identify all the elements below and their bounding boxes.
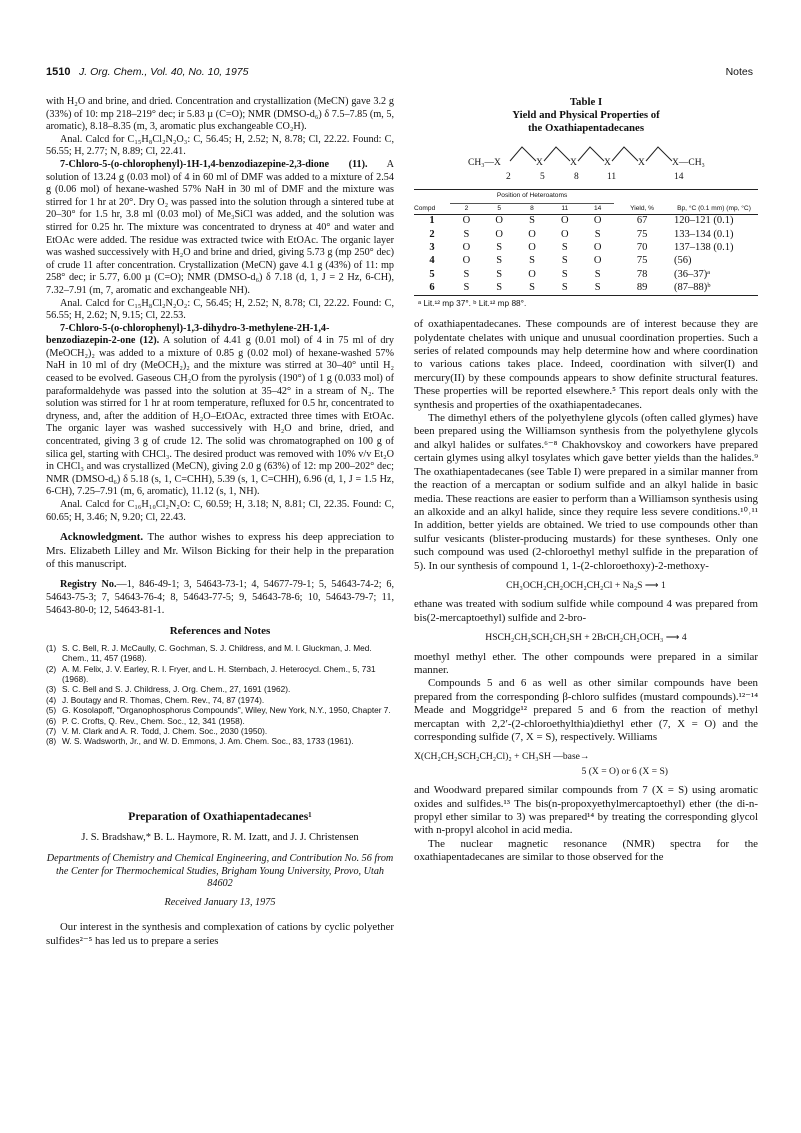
paragraph: with H₂O and brine, and dried. Concentration and crystallization (MeCN) gave 3.2 g (33%) of 10: mp 218–219° dec; ir 5.83 µ (C=O); NMR (DMSO-d₆) δ 7.5–7.85 (m, 5, aromatic), 8.18–8.35 (m, 3, aromatic plus exchangeable CO₂H). — [46, 96, 394, 133]
paragraph: 7-Chloro-5-(o-chlorophenyl)-1,3-dihydro-3-methylene-2H-1,4-benzodiazepin-2-one (12). A solution of 4.41 g (0.01 mol) of 4 in 75 ml of dry (MeOCH₂)₂ was added to a mixture of 0.85 g (0.02 mol) of hexane-washed 57% NaH in 10 ml of dry (MeOCH₂)₂ and the mixture was stirred at 30–40° until H₂ ceased to be evolved. Gaseous CH₂O from the pyrolysis (190°) of 1 g (0.033 mol) of paraformaldehyde was passed into the solution at 35–42° in a stream of N₂. The solution was stirred for 1 hr at room temperature, refluxed for 0.5 hr, concentrated to dryness, and, after the addition of H₂O–EtOAc, extracted three times with EtOAc. The organic layer was washed successively with H₂O and brine, dried, and concentrated, giving 3 g of crude 12. The solid was chromatographed on 100 g of silica gel, starting with CHCl₃. The desired product was removed with 10% v/v Et₂O in CHCl₃ and was crystallized (MeCN), giving 2.0 g (63%) of 12: mp 200–202° dec; NMR (DMSO-d₆) δ 5.18 (s, 1, C=CHH), 5.39 (s, 1, C=CHH), 6.96 (d, 1, J = 1.5 Hz, 6-CH), 7.25–7.91 (m, 6, aromatic), 11.12 (s, 1, NH). — [46, 322, 394, 498]
article-title: Preparation of Oxathiapentadecanes¹ — [128, 810, 312, 823]
reference-text: W. S. Wadsworth, Jr., and W. D. Emmons, J. Am. Chem. Soc., 83, 1733 (1961). — [62, 736, 354, 747]
position-label: 11 — [607, 172, 617, 182]
equation: CH₃OCH₂CH₂OCH₂CH₂Cl + Na₂S ⟶ 1 — [506, 579, 666, 591]
reference-number: (2) — [46, 663, 57, 674]
table-cell: 2 — [429, 228, 435, 240]
table-cell: S — [463, 228, 470, 240]
table-cell: 75 — [636, 228, 648, 240]
table-cell: S — [561, 242, 568, 254]
compound-heading: 7-Chloro-5-(o-chlorophenyl)-1H-1,4-benzodiazepine-2,3-dione (11). — [60, 158, 368, 170]
structure-left-end: CH₃—X — [468, 158, 501, 168]
table-cell: O — [462, 215, 471, 227]
col-bp: Bp, °C (0.1 mm) (mp, °C) — [670, 203, 758, 214]
table-cell: 1 — [429, 215, 435, 227]
table-cell: O — [528, 268, 536, 280]
table-cell: O — [593, 242, 602, 254]
table-row — [414, 228, 758, 241]
col-yield: Yield, % — [614, 203, 670, 214]
table-cell: S — [594, 268, 601, 280]
table-cell: 70 — [636, 242, 648, 254]
group-header: Position of Heteroatoms — [450, 190, 614, 204]
reference-number: (1) — [46, 642, 57, 653]
paragraph: The nuclear magnetic resonance (NMR) spectra for the oxathiapentadecanes are similar to those observed for the — [414, 837, 758, 864]
reference-text: A. M. Felix, J. V. Earley, R. I. Fryer, and L. H. Sternbach, J. Heterocycl. Chem., 5, 731 (1968). — [62, 663, 376, 684]
reference-item — [46, 716, 394, 726]
position-label: 5 — [540, 172, 545, 182]
table-cell: S — [594, 228, 601, 240]
reference-number: (5) — [46, 705, 57, 716]
table-cell: 120–121 (0.1) — [674, 215, 734, 227]
paragraph: 7-Chloro-5-(o-chlorophenyl)-1H-1,4-benzodiazepine-2,3-dione (11). A solution of 13.24 g (0.03 mol) of 4 in 60 ml of DMF was added to a mixture of 2.54 g (0.06 mol) of hexane-washed 57% NaH in 30 ml of DMF and the mixture was stirred for 1 hr at 20°. Dry O₂ was passed into the solution through a sintered tube at 20–30° for 1.5 hr, 3.8 ml (0.03 mol) of Me₃SiCl was added, and the solution was stirred for 0.25 hr. The mixture was concentrated to dryness at 40° and water and EtOAc were added. The residue was extracted twice with EtOAc. The organic layer was washed successively with H₂O and brine and dried, giving 5.73 g (mp 250° dec) of crude 11 after concentration. Crystallization (MeCN) gave 4.1 g (43%) of 11: mp 258° dec; ir 5.77, 6.00 µ (C=O); NMR (DMSO-d₆) δ 7.18 (d, 1, J = 2 Hz, 6-CH), 7.32–7.91 (m, 7, aromatic and exchangeable NH). — [46, 158, 394, 296]
right-body — [414, 318, 758, 864]
received-date: Received January 13, 1975 — [164, 896, 276, 908]
table-cell: 75 — [636, 255, 648, 267]
position-label: 2 — [506, 172, 511, 182]
table-caption: Table I Yield and Physical Properties of the Oxathiapentadecanes — [512, 96, 660, 134]
structure-x: X — [536, 158, 543, 168]
paragraph: Anal. Calcd for C₁₅H₈Cl₂N₂O₂: C, 56.45; H, 2.52; N, 8.78; Cl, 22.22. Found: C, 56.55; H, 2.62; N, 9.15; Cl, 22.53. — [46, 297, 394, 322]
table-cell: S — [463, 268, 470, 280]
paragraph: Compounds 5 and 6 as well as other similar compounds have been prepared from the corresponding β-chloro sulfides (mustard compounds).¹²⁻¹⁴ Meade and Moggridge¹² prepared 5 and 6 from the reaction of methyl mercaptan with 2,2′-(2-chloroethylthia)diethyl ether (7, X = O) and the corresponding sulfide (7, X = S), respectively. Williams — [414, 677, 758, 744]
table-cell: S — [516, 282, 549, 296]
reference-text: J. Boutagy and R. Thomas, Chem. Rev., 74, 87 (1974). — [62, 694, 265, 705]
table-cell: S — [496, 255, 503, 267]
table-cell: O — [560, 215, 569, 227]
structure-right-end: X—CH₃ — [672, 158, 705, 168]
reference-number: (3) — [46, 684, 57, 695]
reference-text: V. M. Clark and A. R. Todd, J. Chem. Soc., 2030 (1950). — [62, 726, 268, 737]
affiliation: Departments of Chemistry and Chemical Engineering, and Contribution No. 56 from the Center for Thermochemical Studies, Brigham Young University, Provo, Utah 84602 — [46, 853, 394, 890]
page-number: 1510 — [46, 66, 71, 78]
reference-number: (4) — [46, 694, 57, 705]
reference-item — [46, 664, 394, 685]
table-cell: (36–37)ᵃ — [674, 268, 711, 280]
reference-text: S. C. Bell, R. J. McCaully, C. Gochman, S. J. Childress, and M. I. Gluckman, J. Med. Chem., 11, 457 (1968). — [62, 642, 372, 664]
table-cell: 137–138 (0.1) — [674, 242, 734, 254]
table-cell: O — [593, 215, 602, 227]
table-cell: O — [462, 255, 471, 267]
table-cell: 5 — [429, 268, 435, 280]
reference-text: S. C. Bell and S. J. Childress, J. Org. Chem., 27, 1691 (1962). — [62, 684, 291, 695]
structure-x: X — [570, 158, 577, 168]
paragraph: The dimethyl ethers of the polyethylene glycols (often called glymes) have been prepared using the Williamson synthesis from the polyethylene glycols and alkyl halides or sulfates.⁶⁻⁸ Chakhovskoy and coworkers have prepared certain glymes using alkyl tosylates which gave better yields than the halides.⁹ The oxathiapentadecanes (see Table I) were prepared in a similar manner from the reaction of a mercaptan or sodium sulfide and an alkyl halide in basic media. These reactions are easier to perform than a Williamson synthesis using an alkoxide and an alkyl halide, since they require less severe conditions.¹⁰˒¹¹ In addition, better yields are obtained. We tried to use compounds other than sulfur vesicants (blister-producing mustards) for these syntheses. Only one such compound was used (2-chloroethyl methyl sulfide in the preparation of 5). In our synthesis of compound 1, 1-(2-chloroethoxy)-2-methoxy- — [414, 412, 758, 572]
table-cell: S — [496, 242, 503, 254]
reference-number: (6) — [46, 715, 57, 726]
section-label: Notes — [725, 66, 753, 78]
table-cell: S — [496, 268, 503, 280]
table-cell: 6 — [414, 282, 450, 296]
equation: X(CH₂CH₂SCH₂CH₂Cl)₂ + CH₃SH —base→ — [414, 751, 590, 763]
table-cell: 78 — [636, 268, 648, 280]
table-cell: (87–88)ᵇ — [670, 282, 758, 296]
acknowledgment: Acknowledgment. The author wishes to express his deep appreciation to Mrs. Elizabeth Lilley and Mr. Wilson Bicking for their help in the preparation of this manuscript. — [46, 531, 394, 570]
reference-item — [46, 705, 394, 715]
table-cell: O — [495, 228, 503, 240]
position-label: 14 — [674, 172, 684, 182]
table-cell: (56) — [674, 255, 692, 267]
table-cell: 4 — [429, 255, 435, 267]
reference-text: P. C. Crofts, Q. Rev., Chem. Soc., 12, 341 (1958). — [62, 715, 245, 726]
equation-product: 5 (X = O) or 6 (X = S) — [581, 765, 668, 777]
reference-item — [46, 684, 394, 694]
compound-heading: 7-Chloro-5-(o-chlorophenyl)-1,3-dihydro-3-methylene-2H-1,4-benzodiazepin-2-one (12). — [46, 322, 330, 347]
equation: HSCH₂CH₂SCH₂CH₂SH + 2BrCH₂CH₂OCH₃ ⟶ 4 — [485, 632, 687, 644]
reference-item — [46, 736, 394, 746]
table-cell: S — [581, 282, 614, 296]
reference-item — [46, 695, 394, 705]
paragraph: moethyl methyl ether. The other compounds were prepared in a similar manner. — [414, 650, 758, 676]
left-column — [46, 96, 394, 949]
reference-item — [46, 643, 394, 664]
registry-numbers: Registry No.—1, 846-49-1; 3, 54643-73-1; 4, 54677-79-1; 5, 54643-74-2; 6, 54643-75-3; 7, 54643-76-4; 8, 54643-77-5; 9, 54643-78-6; 10, 54643-79-7; 11, 54643-80-0; 12, 54643-81-1. — [46, 579, 394, 616]
table-cell: 89 — [614, 282, 670, 296]
table-row — [414, 242, 758, 255]
structure-x: X — [638, 158, 645, 168]
paragraph: Anal. Calcd for C₁₆H₁₀Cl₂N₂O: C, 60.59; H, 3.18; N, 8.81; Cl, 22.35. Found: C, 60.65; H, 3.46; N, 9.20; Cl, 22.43. — [46, 499, 394, 523]
paragraph: Anal. Calcd for C₁₅H₈Cl₂N₂O₃: C, 56.45; H, 2.52; N, 8.78; Cl, 22.22. Found: C, 56.55; H, 2.77; N, 8.89; Cl, 22.41. — [46, 133, 394, 158]
table-cell: 133–134 (0.1) — [674, 228, 734, 240]
table-cell: S — [483, 282, 516, 296]
table-row — [414, 268, 758, 281]
oxathiapentadecane-structure — [414, 139, 758, 185]
reference-text: G. Kosolapoff, "Organophosphorus Compounds", Wiley, New York, N.Y., 1950, Chapter 7. — [62, 705, 391, 716]
paragraph: of oxathiapentadecanes. These compounds are of interest because they are polydentate chelates with unique and unusual coordination properties. Such a series of related compounds may help determine how and where coordination to various cations takes place. Indeed, coordination with silver(I) and mercury(II) by these compounds appears to show definite structural features. These properties will be reported elsewhere.⁵ This report deals only with the synthesis and properties of the oxathiapentadecanes. — [414, 318, 758, 411]
references-heading: References and Notes — [169, 625, 271, 638]
table-cell: 67 — [636, 215, 648, 227]
journal-citation: J. Org. Chem., Vol. 40, No. 10, 1975 — [79, 66, 249, 78]
structure-x: X — [604, 158, 611, 168]
table-row — [414, 282, 758, 296]
table-cell: S — [529, 215, 535, 227]
table-row — [414, 214, 758, 228]
table-cell: S — [561, 268, 568, 280]
reference-item — [46, 726, 394, 736]
table-cell: O — [528, 242, 536, 254]
yield-table: Position of Heteroatoms Compd 2 5 8 11 14 Yield, % Bp, °C (0.1 mm) (mp, °C) 1 O O S O O 67 120–121 (0.1) 2 S O O O S 75 133–134 (0.1) 3 O S O S O 70 137–138 (0.1) 4 O S S S O 75 (56) 5 S S O S S 78 (36–37)ᵃ 6 S S S S S 89 (87–88)ᵇ — [414, 189, 758, 296]
table-cell: S — [548, 282, 581, 296]
table-cell: S — [529, 255, 535, 267]
table-row — [414, 255, 758, 268]
position-label: 8 — [574, 172, 579, 182]
reference-number: (7) — [46, 726, 57, 737]
col-compd: Compd — [414, 203, 450, 214]
right-column — [414, 96, 758, 865]
table-cell: O — [528, 228, 536, 240]
table-cell: O — [560, 228, 569, 240]
table-cell: O — [593, 255, 602, 267]
table-cell: O — [462, 242, 471, 254]
page-header — [46, 66, 753, 80]
paragraph: and Woodward prepared similar compounds from 7 (X = S) using aromatic oxides and sulfides.¹³ The bis(n-propoxyethylmercaptoethyl) ether (the di-n-propyl ether similar to 3) was prepared¹⁴ by treating the corresponding glycol with n-propyl alcohol in acid media. — [414, 784, 758, 837]
authors: J. S. Bradshaw,* B. L. Haymore, R. M. Izatt, and J. J. Christensen — [81, 832, 359, 844]
references-list — [46, 643, 394, 747]
table-cell: S — [561, 255, 568, 267]
paragraph: Our interest in the synthesis and complexation of cations by cyclic polyether sulfides²⁻⁵ has led us to prepare a series — [46, 921, 394, 947]
table-cell: 3 — [429, 242, 435, 254]
table-cell: S — [450, 282, 483, 296]
table-footnote: ᵃ Lit.¹² mp 37°. ᵇ Lit.¹² mp 88°. — [418, 298, 527, 309]
paragraph: ethane was treated with sodium sulfide while compound 4 was prepared from bis(2-mercaptoethyl) sulfide and 2-bro- — [414, 598, 758, 624]
reference-number: (8) — [46, 736, 57, 747]
table-cell: O — [495, 215, 503, 227]
structure-skeleton — [414, 139, 758, 185]
